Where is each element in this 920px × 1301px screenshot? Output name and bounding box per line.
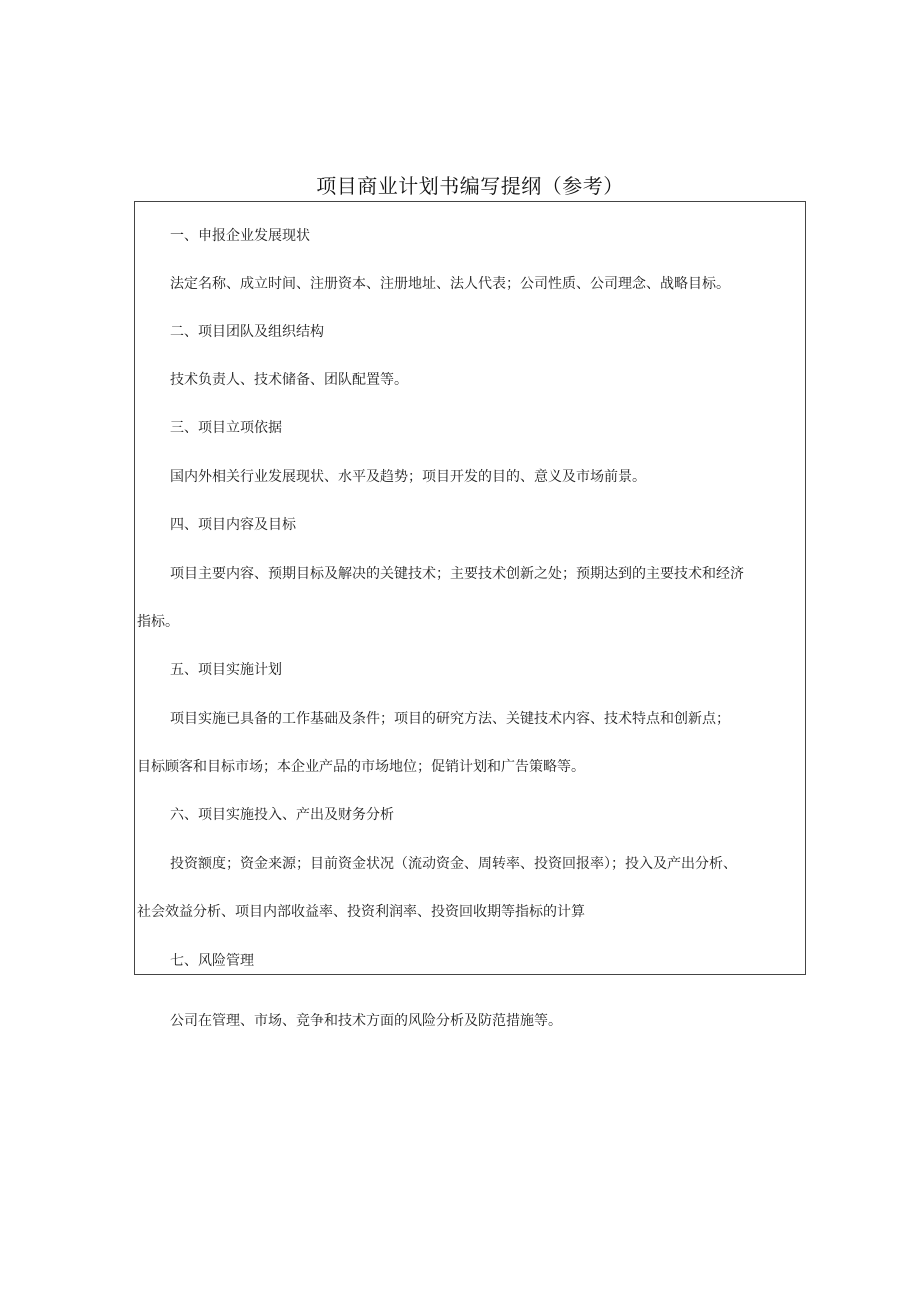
section-2-heading: 二、项目团队及组织结构 <box>170 324 324 340</box>
section-5-body-line-1: 项目实施已具备的工作基础及条件；项目的研究方法、关键技术内容、技术特点和创新点； <box>170 711 730 727</box>
section-6-body-line-2: 社会效益分析、项目内部收益率、投资利润率、投资回收期等指标的计算 <box>137 904 585 920</box>
section-5-heading: 五、项目实施计划 <box>170 662 282 678</box>
section-6-body-line-1: 投资额度；资金来源；目前资金状况（流动资金、周转率、投资回报率）；投入及产出分析、 <box>170 856 737 872</box>
section-3-heading: 三、项目立项依据 <box>170 420 282 436</box>
section-4-heading: 四、项目内容及目标 <box>170 517 296 533</box>
section-7-heading: 七、风险管理 <box>170 953 254 969</box>
section-4-body-line-2: 指标。 <box>137 614 179 630</box>
document-title: 项目商业计划书编写提纲（参考） <box>316 174 624 198</box>
section-1-heading: 一、申报企业发展现状 <box>170 228 310 244</box>
section-3-body: 国内外相关行业发展现状、水平及趋势；项目开发的目的、意义及市场前景。 <box>170 469 646 485</box>
section-6-heading: 六、项目实施投入、产出及财务分析 <box>170 807 394 823</box>
section-1-body: 法定名称、成立时间、注册资本、注册地址、法人代表；公司性质、公司理念、战略目标。 <box>170 276 730 292</box>
section-4-body-line-1: 项目主要内容、预期目标及解决的关键技术；主要技术创新之处；预期达到的主要技术和经济 <box>170 566 744 582</box>
section-2-body: 技术负责人、技术储备、团队配置等。 <box>170 372 408 388</box>
section-5-body-line-2: 目标顾客和目标市场；本企业产品的市场地位；促销计划和广告策略等。 <box>137 759 585 775</box>
section-7-body: 公司在管理、市场、竞争和技术方面的风险分析及防范措施等。 <box>170 1013 562 1029</box>
